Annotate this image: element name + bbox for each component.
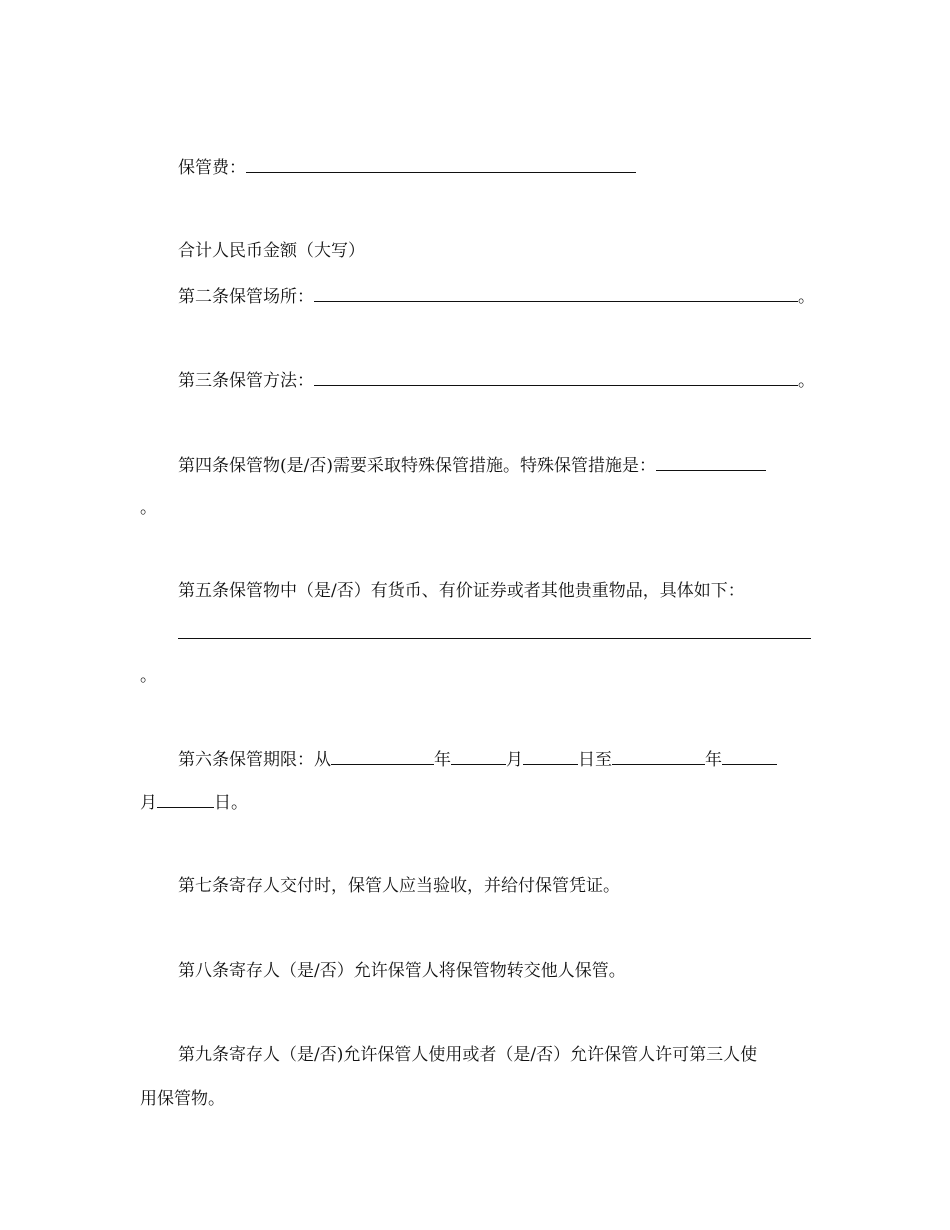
end-month-blank-1[interactable] [722, 748, 777, 765]
article-9-line-1 [178, 1044, 757, 1066]
article-4-end-line [140, 497, 157, 519]
article-6-cont-line [140, 791, 248, 814]
article-9-line-2 [140, 1088, 225, 1110]
article-9-text-2: 用保管物。 [140, 1089, 225, 1109]
end-year-label: 年 [705, 750, 722, 770]
article-2-line [178, 285, 815, 308]
end-day-blank[interactable] [157, 791, 214, 808]
article-4-end: 。 [140, 498, 157, 518]
article-5-end-line [140, 665, 157, 687]
start-day-blank[interactable] [523, 748, 578, 765]
fee-label: 保管费： [178, 158, 246, 178]
total-amount-line [178, 240, 365, 262]
fee-line [178, 156, 636, 179]
article-4-line [178, 454, 766, 477]
valuables-detail-blank[interactable] [178, 638, 811, 639]
start-day-to-label: 日至 [578, 750, 612, 770]
start-month-blank[interactable] [451, 748, 506, 765]
article-2-end: 。 [798, 287, 815, 307]
article-7-text: 第七条寄存人交付时，保管人应当验收，并给付保管凭证。 [178, 876, 620, 896]
start-year-label: 年 [434, 750, 451, 770]
article-3-line [178, 369, 815, 392]
storage-method-blank[interactable] [314, 369, 798, 386]
fee-blank[interactable] [246, 156, 636, 173]
article-3-end: 。 [798, 371, 815, 391]
special-measures-blank[interactable] [656, 454, 766, 471]
article-7-line [178, 875, 620, 897]
end-day-label: 日。 [214, 793, 248, 813]
article-8-text: 第八条寄存人（是/否）允许保管人将保管物转交他人保管。 [178, 961, 626, 981]
storage-location-blank[interactable] [314, 285, 798, 302]
end-month-label: 月 [140, 793, 157, 813]
article-2-text: 第二条保管场所： [178, 287, 314, 307]
start-year-blank[interactable] [331, 748, 434, 765]
start-month-label: 月 [506, 750, 523, 770]
article-5-text: 第五条保管物中（是/否）有货币、有价证券或者其他贵重物品，具体如下： [178, 581, 745, 601]
article-6-line [178, 748, 777, 771]
article-9-text-1: 第九条寄存人（是/否)允许保管人使用或者（是/否）允许保管人许可第三人使 [178, 1045, 758, 1065]
total-amount-label: 合计人民币金额（大写） [178, 241, 365, 261]
article-5-end: 。 [140, 666, 157, 686]
end-year-blank[interactable] [612, 748, 705, 765]
article-4-text: 第四条保管物(是/否)需要采取特殊保管措施。特殊保管措施是： [178, 456, 656, 476]
article-5-line [178, 580, 745, 602]
article-6-text: 第六条保管期限：从 [178, 750, 331, 770]
article-3-text: 第三条保管方法： [178, 371, 314, 391]
article-8-line [178, 960, 626, 982]
